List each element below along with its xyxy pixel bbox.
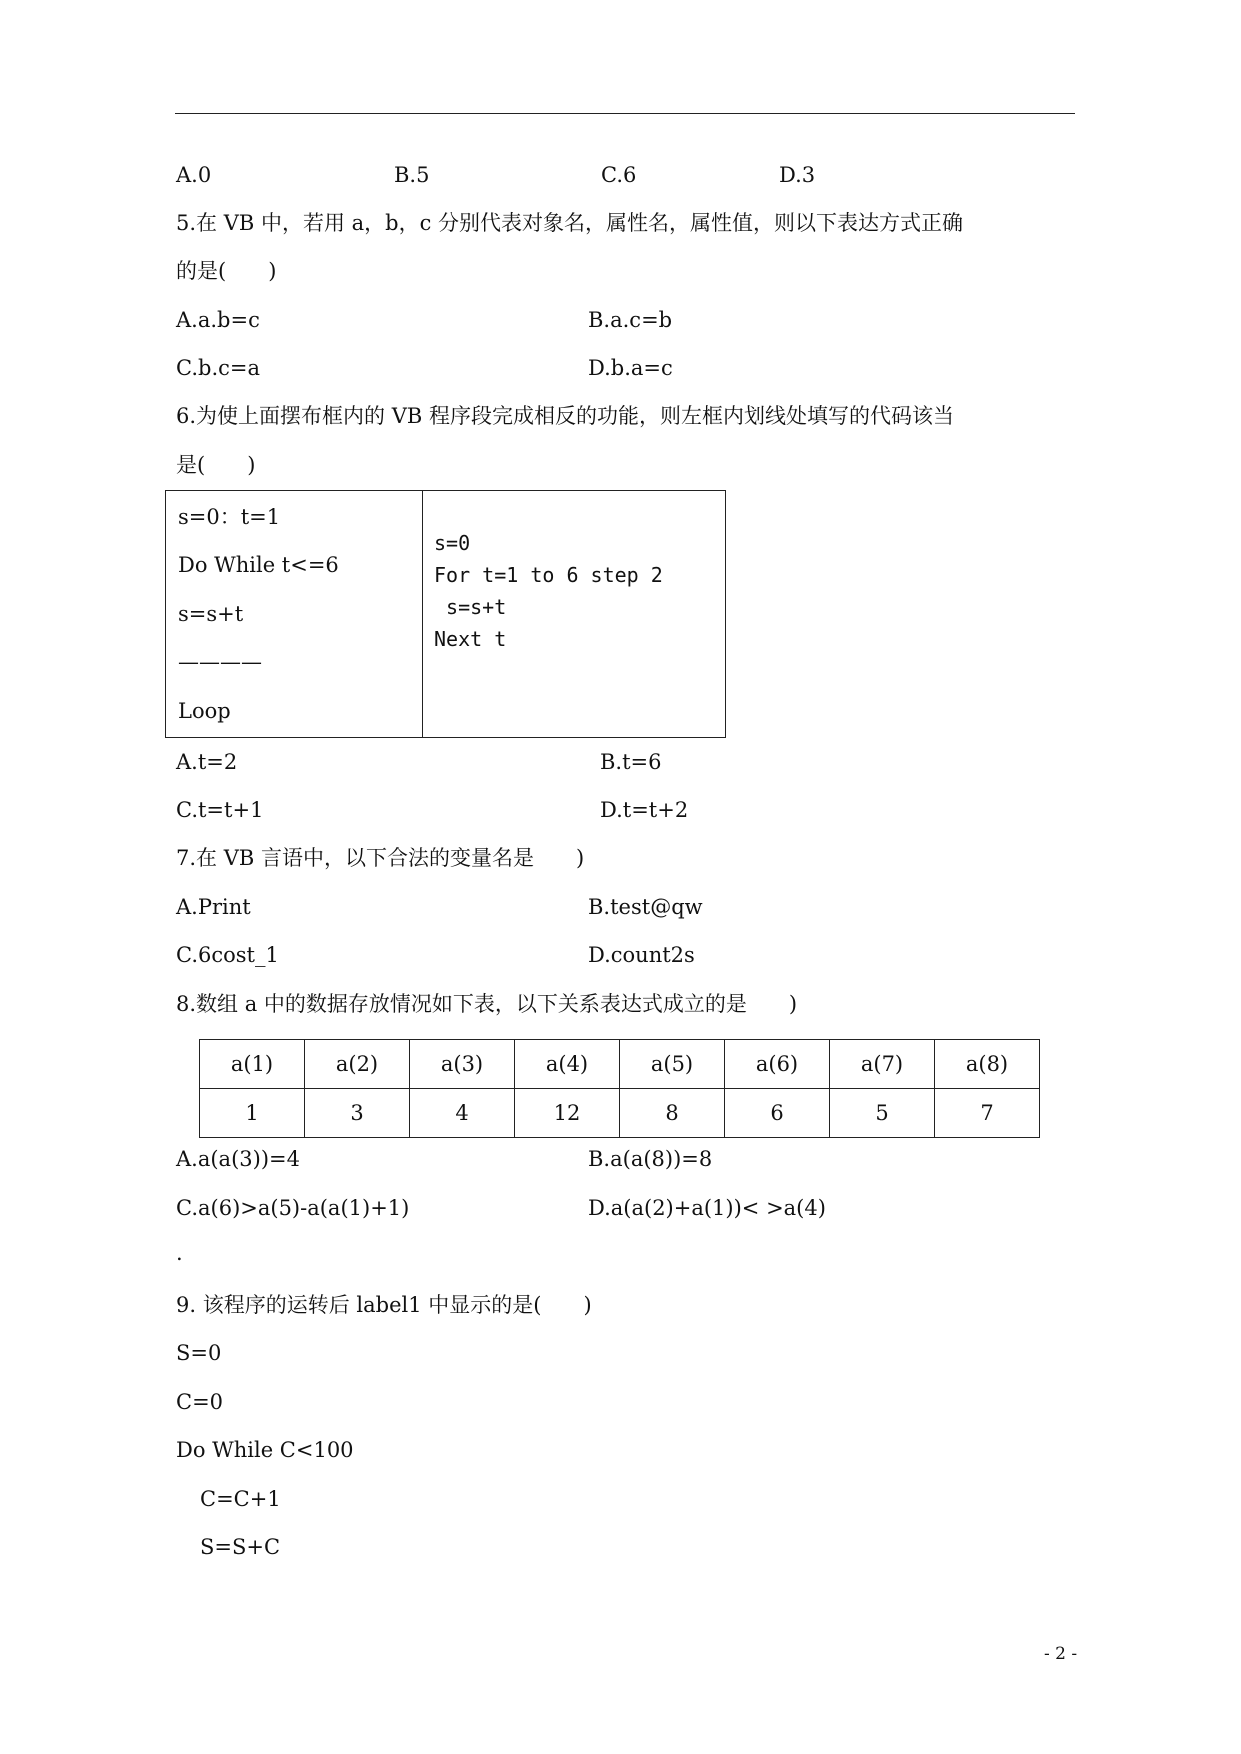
header-rule bbox=[175, 113, 1075, 114]
q6-right-code-line: s=0 bbox=[434, 531, 471, 555]
q8-option-c: C.a(6)>a(5)-a(a(1)+1) bbox=[176, 1196, 410, 1220]
q5-stem-line2: 的是( ) bbox=[176, 259, 277, 283]
q6-right-code-line: Next t bbox=[434, 627, 507, 651]
q6-left-code-panel bbox=[166, 491, 423, 738]
q6-right-code-line: s=s+t bbox=[434, 595, 507, 619]
q6-option-b: B.t=6 bbox=[600, 750, 662, 774]
q8-value-cell: 5 bbox=[830, 1089, 935, 1138]
q7-option-a: A.Print bbox=[176, 895, 251, 919]
q7-stem: 7.在 VB 言语中，以下合法的变量名是 ) bbox=[176, 846, 585, 870]
stray-dot: . bbox=[176, 1241, 183, 1265]
q7-option-d: D.count2s bbox=[588, 943, 695, 967]
page-number: - 2 - bbox=[1044, 1644, 1078, 1664]
q6-code-box bbox=[165, 490, 726, 738]
q9-code-line: C=0 bbox=[176, 1390, 224, 1414]
q8-option-d: D.a(a(2)+a(1))< >a(4) bbox=[588, 1196, 826, 1220]
q6-option-d: D.t=t+2 bbox=[600, 798, 689, 822]
q8-value-cell: 8 bbox=[620, 1089, 725, 1138]
q8-header-cell: a(2) bbox=[305, 1040, 410, 1089]
q7-option-b: B.test@qw bbox=[588, 895, 703, 919]
q8-value-row bbox=[200, 1089, 1040, 1138]
q9-code-line: S=S+C bbox=[200, 1535, 281, 1559]
q8-option-a: A.a(a(3))=4 bbox=[176, 1147, 300, 1171]
q5-option-a: A.a.b=c bbox=[176, 308, 260, 332]
q6-left-code-line: Loop bbox=[178, 699, 231, 723]
q8-header-cell: a(1) bbox=[200, 1040, 305, 1089]
q7-option-c: C.6cost_1 bbox=[176, 943, 279, 967]
q6-left-code-line: s=s+t bbox=[178, 602, 244, 626]
q6-blank-line: ———— bbox=[178, 650, 262, 674]
q8-option-b: B.a(a(8))=8 bbox=[588, 1147, 713, 1171]
q6-left-code-line: s=0：t=1 bbox=[178, 505, 281, 529]
q5-option-b: B.a.c=b bbox=[588, 308, 673, 332]
q6-stem-line2: 是( ) bbox=[176, 453, 256, 477]
q8-header-cell: a(6) bbox=[725, 1040, 830, 1089]
q9-code-line: C=C+1 bbox=[200, 1487, 281, 1511]
q6-option-a: A.t=2 bbox=[176, 750, 238, 774]
q4-option-d: D.3 bbox=[779, 163, 816, 187]
q5-option-d: D.b.a=c bbox=[588, 356, 673, 380]
q8-value-cell: 3 bbox=[305, 1089, 410, 1138]
q9-code-line: Do While C<100 bbox=[176, 1438, 354, 1462]
q6-option-c: C.t=t+1 bbox=[176, 798, 264, 822]
q8-stem: 8.数组 a 中的数据存放情况如下表，以下关系表达式成立的是 ) bbox=[176, 992, 798, 1016]
q8-value-cell: 12 bbox=[515, 1089, 620, 1138]
q5-option-c: C.b.c=a bbox=[176, 356, 260, 380]
q6-right-code-line: For t=1 to 6 step 2 bbox=[434, 563, 663, 587]
q6-right-code-panel bbox=[423, 491, 726, 738]
q5-stem-line1: 5.在 VB 中，若用 a，b，c 分别代表对象名，属性名，属性值，则以下表达方式正确 bbox=[176, 211, 964, 235]
q4-option-b: B.5 bbox=[394, 163, 430, 187]
q8-value-cell: 7 bbox=[935, 1089, 1040, 1138]
q9-stem: 9. 该程序的运转后 label1 中显示的是( ) bbox=[176, 1293, 592, 1317]
q8-array-table bbox=[199, 1039, 1040, 1138]
q8-value-cell: 4 bbox=[410, 1089, 515, 1138]
q8-header-cell: a(8) bbox=[935, 1040, 1040, 1089]
q8-value-cell: 6 bbox=[725, 1089, 830, 1138]
q8-header-cell: a(5) bbox=[620, 1040, 725, 1089]
q8-value-cell: 1 bbox=[200, 1089, 305, 1138]
q8-header-row bbox=[200, 1040, 1040, 1089]
q8-header-cell: a(3) bbox=[410, 1040, 515, 1089]
q8-header-cell: a(4) bbox=[515, 1040, 620, 1089]
q6-stem-line1: 6.为使上面摆布框内的 VB 程序段完成相反的功能，则左框内划线处填写的代码该当 bbox=[176, 404, 954, 428]
q4-option-c: C.6 bbox=[601, 163, 637, 187]
q9-code-line: S=0 bbox=[176, 1341, 222, 1365]
q4-option-a: A.0 bbox=[176, 163, 212, 187]
q8-header-cell: a(7) bbox=[830, 1040, 935, 1089]
q6-left-code-line: Do While t<=6 bbox=[178, 553, 339, 577]
